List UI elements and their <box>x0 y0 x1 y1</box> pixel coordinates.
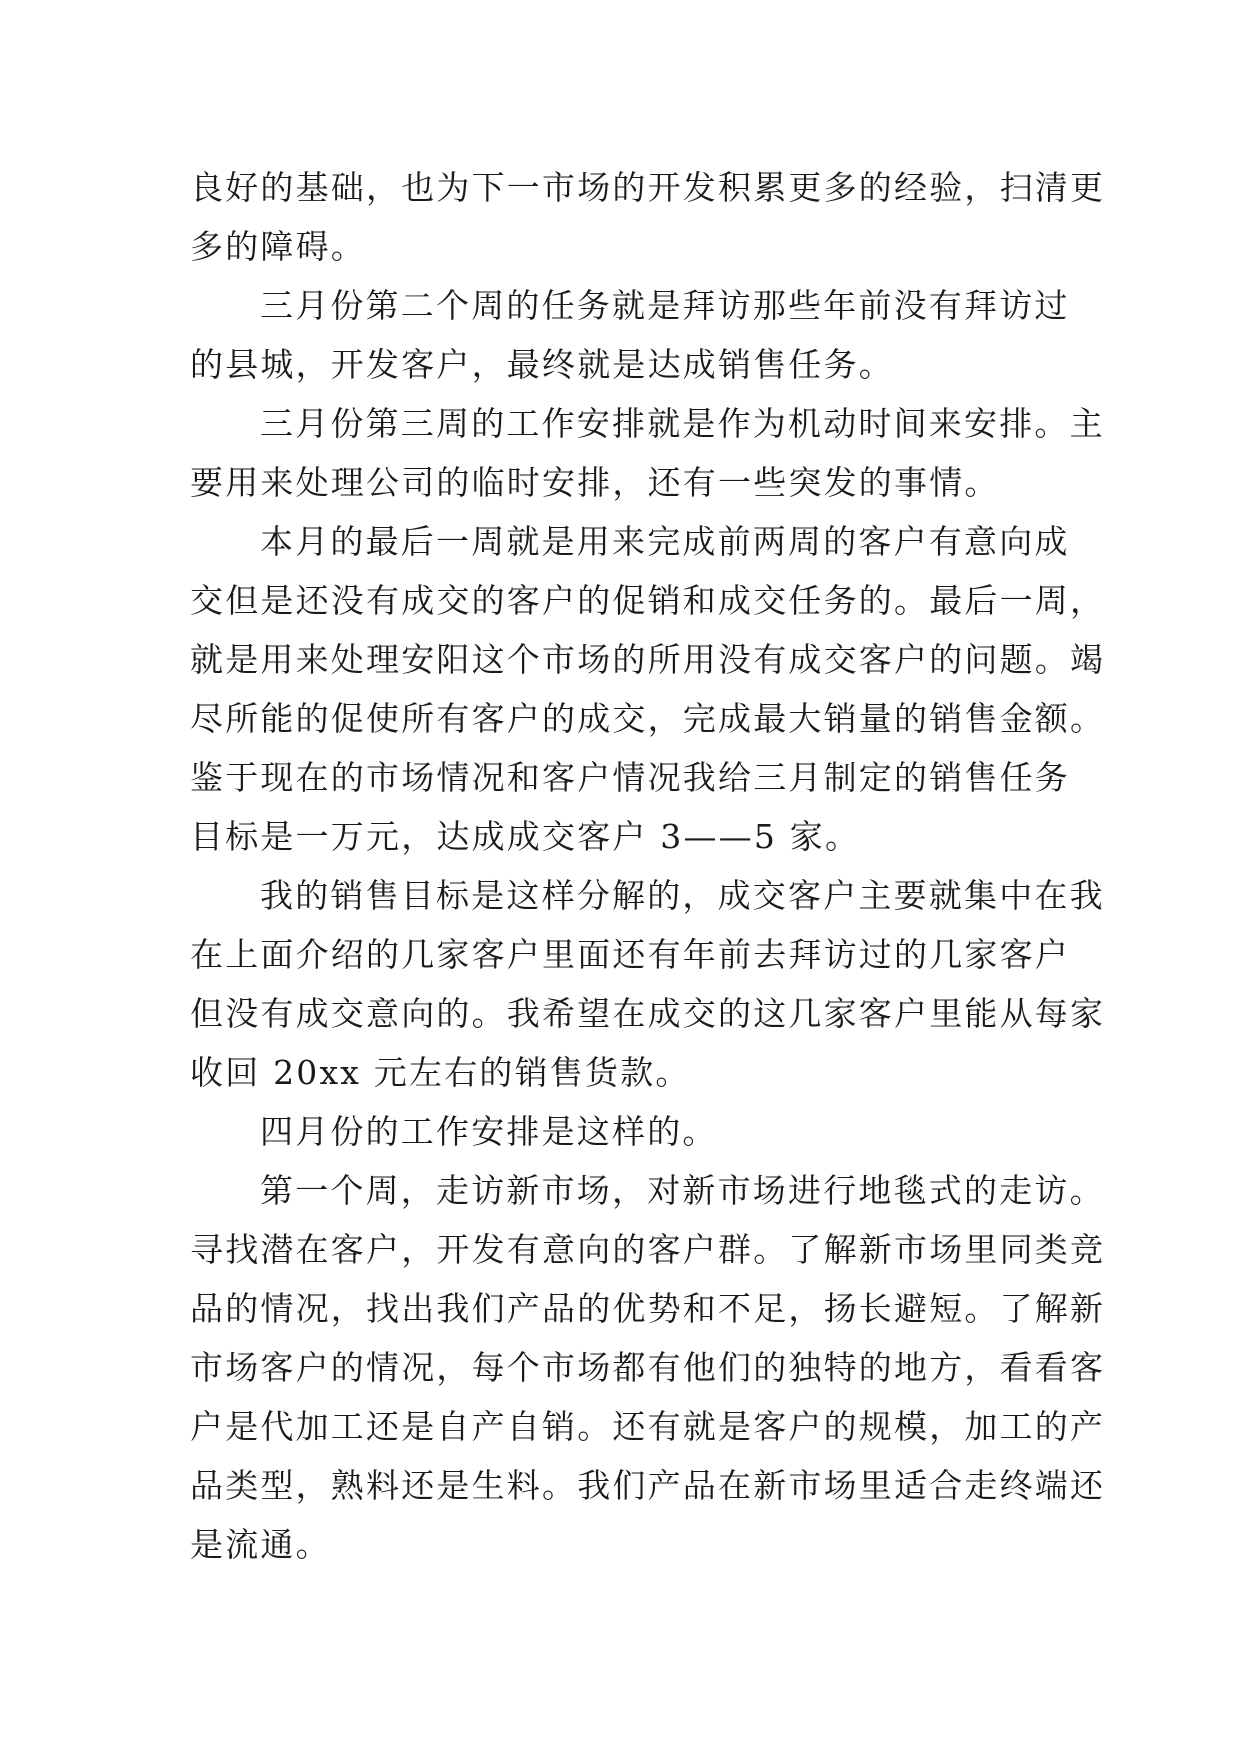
body-text <box>190 158 1106 1574</box>
text-line: 品类型，熟料还是生料。我们产品在新市场里适合走终端还 <box>190 1466 1106 1505</box>
text-line: 三月份第二个周的任务就是拜访那些年前没有拜访过 <box>260 286 1070 325</box>
text-line: 第一个周，走访新市场，对新市场进行地毯式的走访。 <box>260 1171 1105 1210</box>
text-line: 要用来处理公司的临时安排，还有一些突发的事情。 <box>190 463 1000 502</box>
text-line: 目标是一万元，达成成交客户 3——5 家。 <box>190 817 861 856</box>
text-line: 四月份的工作安排是这样的。 <box>260 1112 718 1151</box>
text-line: 交但是还没有成交的客户的促销和成交任务的。最后一周， <box>190 581 1106 620</box>
text-line: 鉴于现在的市场情况和客户情况我给三月制定的销售任务 <box>190 758 1070 797</box>
text-line: 就是用来处理安阳这个市场的所用没有成交客户的问题。竭 <box>190 640 1106 679</box>
text-line: 的县城，开发客户，最终就是达成销售任务。 <box>190 345 894 384</box>
text-line: 户是代加工还是自产自销。还有就是客户的规模，加工的产 <box>190 1407 1106 1446</box>
text-line: 是流通。 <box>190 1525 331 1564</box>
text-line: 寻找潜在客户，开发有意向的客户群。了解新市场里同类竞 <box>190 1230 1106 1269</box>
text-line: 我的销售目标是这样分解的，成交客户主要就集中在我 <box>260 876 1105 915</box>
text-line: 收回 20xx 元左右的销售货款。 <box>190 1053 691 1092</box>
text-line: 尽所能的促使所有客户的成交，完成最大销量的销售金额。 <box>190 699 1106 738</box>
text-line: 但没有成交意向的。我希望在成交的这几家客户里能从每家 <box>190 994 1106 1033</box>
text-line: 市场客户的情况，每个市场都有他们的独特的地方，看看客 <box>190 1348 1106 1387</box>
text-line: 在上面介绍的几家客户里面还有年前去拜访过的几家客户 <box>190 935 1070 974</box>
text-line: 良好的基础，也为下一市场的开发积累更多的经验，扫清更 <box>190 168 1106 207</box>
text-line: 多的障碍。 <box>190 227 366 266</box>
text-line: 三月份第三周的工作安排就是作为机动时间来安排。主 <box>260 404 1105 443</box>
text-line: 本月的最后一周就是用来完成前两周的客户有意向成 <box>260 522 1070 561</box>
text-line: 品的情况，找出我们产品的优势和不足，扬长避短。了解新 <box>190 1289 1106 1328</box>
